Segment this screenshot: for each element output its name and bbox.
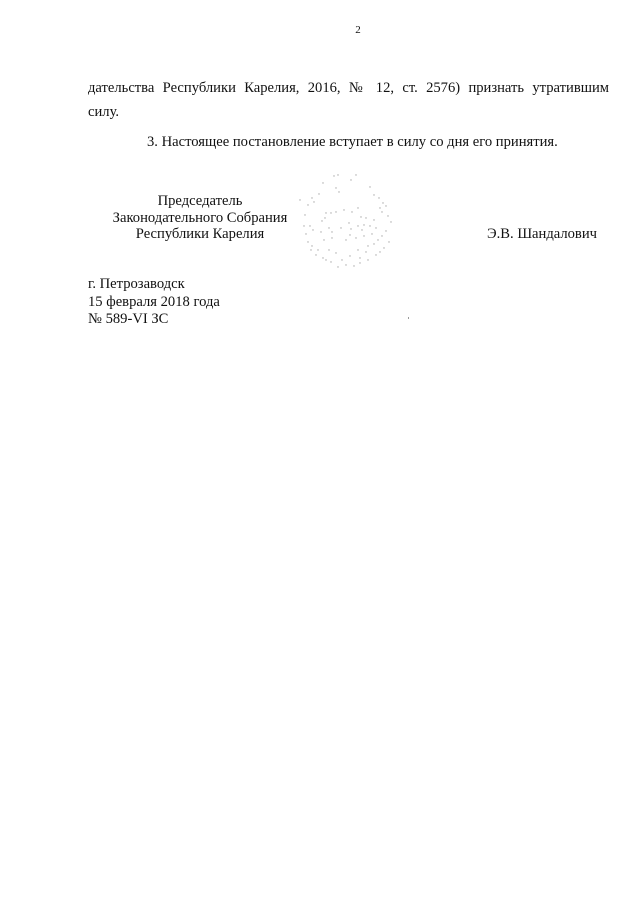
paragraph-continuation-end: силу. [88, 104, 120, 120]
paragraph-continuation-line: дательства Республики Карелия, 2016, № 12, ст. 2576) признать утратившим [88, 80, 609, 96]
place-of-issue: г. Петрозаводск [88, 276, 185, 292]
document-footer [88, 276, 220, 329]
signatory-title-line: Республики Карелия [135, 226, 265, 242]
paragraph-3-effective-date: 3. Настоящее постановление вступает в силу со дня его принятия. [147, 134, 558, 150]
page-number: 2 [355, 24, 361, 36]
date-of-issue: 15 февраля 2018 года [88, 293, 220, 310]
signatory-title-line: Председатель [157, 193, 243, 209]
document-number: № 589-VI ЗС [88, 311, 169, 327]
scan-speck [408, 317, 409, 319]
official-seal-stamp-icon [296, 170, 396, 270]
signatory-title [100, 193, 300, 243]
signatory-name: Э.В. Шандалович [487, 226, 597, 242]
signatory-title-line: Законодательного Собрания [112, 209, 288, 226]
